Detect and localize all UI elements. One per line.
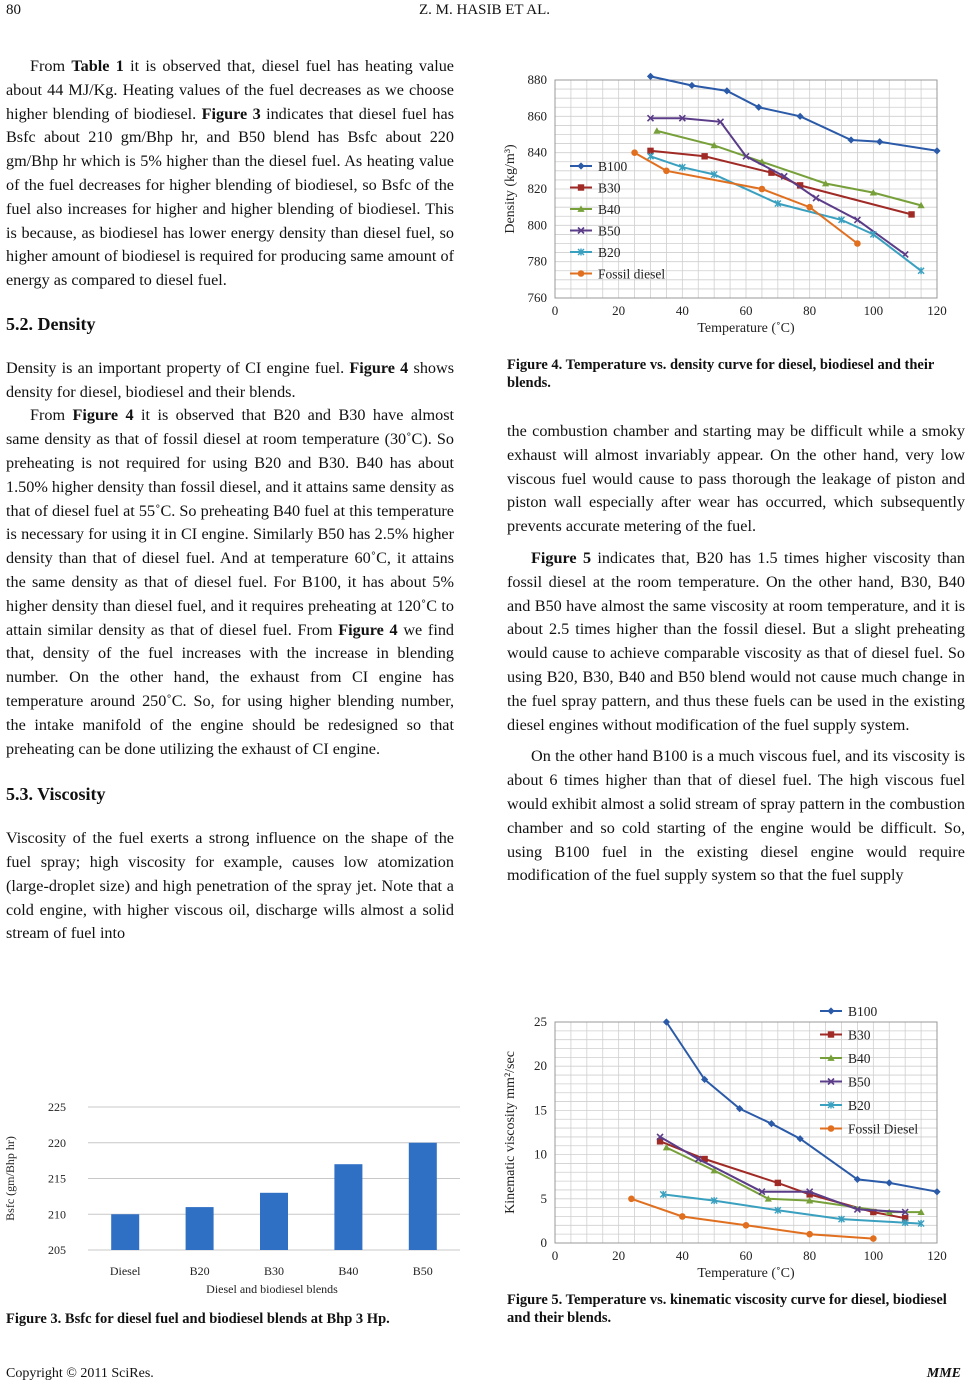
- figure-4-line-chart: [500, 60, 968, 350]
- y-tick-label: 225: [48, 1100, 66, 1114]
- x-tick-label: 60: [739, 303, 753, 318]
- legend: [820, 1004, 918, 1137]
- x-tick-label: B50: [412, 1264, 433, 1278]
- legend-marker: [578, 184, 584, 190]
- data-point: [806, 204, 813, 211]
- y-tick-label: 205: [48, 1243, 66, 1257]
- legend-marker: [828, 1125, 835, 1132]
- x-tick-label: B40: [338, 1264, 359, 1278]
- x-tick-label: 120: [927, 1248, 947, 1263]
- legend-label: B100: [598, 159, 628, 174]
- bar: [334, 1164, 362, 1250]
- y-tick-label: 5: [540, 1190, 547, 1206]
- figure-reference: Figure 4: [349, 358, 409, 377]
- data-point: [759, 186, 766, 193]
- data-point: [797, 113, 804, 120]
- legend-label: B30: [848, 1027, 871, 1043]
- legend-label: B100: [848, 1004, 878, 1019]
- y-axis-label: Bsfc (gm/Bhp hr): [3, 1136, 17, 1221]
- legend-label: B50: [598, 223, 621, 239]
- x-tick-label: 20: [612, 303, 626, 318]
- data-point: [870, 1235, 877, 1242]
- data-point: [806, 1231, 813, 1238]
- figure-reference: Table 1: [71, 57, 124, 75]
- legend-marker: [828, 1031, 834, 1037]
- x-tick-label: 120: [927, 303, 947, 318]
- data-point: [701, 153, 707, 159]
- legend-label: B20: [848, 1098, 871, 1113]
- y-tick-label: 220: [48, 1135, 66, 1150]
- data-point: [755, 104, 762, 111]
- series-line: [660, 1137, 905, 1212]
- x-tick-label: 100: [863, 303, 884, 318]
- legend-label: Fossil diesel: [598, 266, 666, 282]
- section-heading-viscosity: 5.3. Viscosity: [6, 784, 106, 805]
- y-axis-label: Density (kg/m³): [503, 144, 518, 234]
- paragraph-figure5-discussion: [507, 547, 965, 737]
- x-tick-label: B30: [263, 1264, 285, 1278]
- data-point: [743, 1222, 750, 1229]
- x-tick-label: 100: [863, 1248, 884, 1263]
- data-point: [628, 1196, 635, 1203]
- bar: [260, 1193, 288, 1250]
- data-point: [688, 82, 695, 89]
- x-tick-label: B20: [189, 1264, 210, 1278]
- bar: [186, 1207, 214, 1250]
- legend-marker: [827, 1007, 834, 1014]
- y-tick-label: 760: [527, 290, 547, 305]
- y-tick-label: 780: [527, 253, 547, 269]
- figure-3-caption: Figure 3. Bsfc for diesel fuel and biodiesel blends at Bhp 3 Hp.: [6, 1311, 390, 1327]
- legend-marker: [578, 270, 585, 277]
- figure-reference: Figure 3: [201, 104, 261, 123]
- paragraph-viscosity-intro: Viscosity of the fuel exerts a strong influence on the shape of the fuel spray; high viscosity for example, causes low atomization (large-droplet size) and high penetration of the spray jet. Note that a cold engine, with higher viscous oil, discharge wills almost a solid stream of fuel into: [6, 829, 454, 943]
- x-axis-label: Temperature (˚C): [697, 321, 795, 336]
- x-tick-label: 20: [612, 1248, 626, 1263]
- y-tick-label: 20: [534, 1058, 547, 1074]
- figure-5-caption: Figure 5. Temperature vs. kinematic viscosity curve for diesel, biodiesel and their blends.: [507, 1292, 947, 1326]
- legend-label: B40: [598, 202, 621, 217]
- paragraph-low-viscosity: the combustion chamber and starting may be difficult while a smoky exhaust will almost invariably appear. On the other hand, very low viscous fuel would cause to pass thorough the leakage of piston and piston wall especially after wear has occurred, which subsequently prevents accurate metering of the fuel.: [507, 422, 965, 536]
- legend-label: Fossil Diesel: [848, 1121, 919, 1137]
- figure-reference: Figure 4: [338, 620, 398, 639]
- page-number: 80: [6, 2, 21, 18]
- x-tick-label: 40: [675, 1248, 689, 1263]
- text-run: From: [30, 57, 72, 75]
- text-run: Density is an important property of CI engine fuel.: [6, 358, 350, 377]
- data-point: [933, 1188, 940, 1195]
- x-tick-label: 40: [675, 303, 689, 318]
- section-heading-density: 5.2. Density: [6, 313, 96, 334]
- legend-label: B50: [848, 1074, 871, 1090]
- running-head: Z. M. HASIB ET AL.: [419, 2, 550, 18]
- x-tick-label: 60: [739, 1248, 753, 1263]
- text-run: shows density for diesel, biodiesel and their blends.: [6, 358, 454, 401]
- figure-5-line-chart: [500, 1000, 968, 1290]
- y-tick-label: 820: [527, 181, 547, 196]
- y-tick-label: 25: [534, 1014, 547, 1029]
- left-column-top: [6, 55, 454, 946]
- legend-label: B30: [598, 180, 621, 196]
- data-point: [933, 147, 940, 154]
- data-point: [723, 87, 730, 94]
- figure-reference: Figure 5: [531, 548, 592, 567]
- y-tick-label: 880: [527, 72, 547, 87]
- data-point: [663, 168, 670, 175]
- text-run: we find that, density of the fuel increases with the increase in blending number. On the other hand, the exhaust from CI engine has temperature around 250˚C. So, for using higher blending number, the intake manifold of the engine should be redesigned so that preheating can be done utilizing the exhaust of CI engine.: [6, 620, 455, 758]
- paragraph-density-discussion: [6, 404, 454, 761]
- legend-label: B40: [848, 1051, 871, 1066]
- bar: [409, 1143, 437, 1250]
- text-run: it is observed that, diesel fuel has heating value about 44 MJ/Kg. Heating values of the fuel decreases as we choose higher blending of biodiesel.: [6, 57, 454, 123]
- x-tick-label: 80: [803, 1248, 817, 1263]
- legend-label: B20: [598, 245, 621, 260]
- paragraph-bsfc: [6, 55, 454, 293]
- figure-reference: Figure 4: [72, 406, 134, 425]
- y-tick-label: 800: [527, 217, 547, 233]
- legend: [570, 159, 665, 282]
- paragraph-density-intro: [6, 357, 454, 405]
- footer-journal: MME: [926, 1366, 961, 1381]
- paragraph-b100-viscosity: On the other hand B100 is a much viscous fuel, and its viscosity is about 6 times higher than that of diesel fuel. The high viscous fuel would exhibit almost a solid stream of spray pattern in the combustion chamber and so cold starting of the engine would be difficult. So, using B100 fuel in the existing diesel engine would require modification of the fuel supply system so that the fuel supply: [507, 747, 965, 885]
- y-tick-label: 860: [527, 108, 547, 124]
- data-point: [775, 1180, 781, 1186]
- data-point: [847, 136, 854, 143]
- y-tick-label: 10: [534, 1146, 547, 1162]
- text-run: it is observed that B20 and B30 have almost same density as that of fossil diesel at room temperature (30˚C). So preheating is not required for using B20 and B30. B40 has about 1.50% higher density than fossil diesel, and it attains same density as that of diesel fuel at 55˚C. So preheating B40 fuel at this temperature is necessary for using it in CI engine. Similarly B50 has 2.5% higher density than that of diesel fuel. And at temperature 60˚C, it attains the same density as that of diesel fuel. For B100, it has about 5% higher density than diesel fuel, and it requires preheating at 120˚C to attain similar density as that of diesel fuel. From: [6, 406, 455, 639]
- y-tick-label: 0: [540, 1235, 547, 1250]
- bar: [111, 1214, 139, 1250]
- y-tick-label: 215: [48, 1171, 66, 1186]
- x-tick-label: 0: [551, 1248, 559, 1263]
- x-tick-label: Diesel: [109, 1264, 141, 1278]
- data-point: [876, 138, 883, 145]
- data-point: [908, 211, 914, 217]
- x-axis-label: Temperature (˚C): [697, 1266, 795, 1281]
- y-tick-label: 210: [48, 1207, 66, 1222]
- y-tick-label: 15: [534, 1102, 547, 1118]
- data-point: [631, 149, 638, 156]
- text-run: From: [30, 406, 73, 425]
- text-run: indicates that, B20 has 1.5 times higher viscosity than fossil diesel at the room temperature. On the other hand, B30, B40 and B50 have almost the same viscosity at room temperature, and it is about 2.5 times higher than the fossil diesel. But a slight preheating would cause to achieve comparable viscosity as that of diesel fuel. So using B20, B30, B40 and B50 blend would not cause much change in the fuel spray pattern, and thus these fuels can be used in the existing diesel engines without modification of the fuel supply system.: [507, 548, 965, 734]
- footer-copyright: Copyright © 2011 SciRes.: [6, 1366, 154, 1381]
- legend-marker: [577, 162, 584, 169]
- figure-3-bar-chart: [0, 1095, 480, 1300]
- data-point: [647, 73, 654, 80]
- data-point: [679, 1213, 686, 1220]
- x-tick-label: 0: [551, 303, 559, 318]
- x-axis-label: Diesel and biodiesel blends: [206, 1282, 338, 1296]
- data-point: [886, 1179, 893, 1186]
- y-axis-label: Kinematic viscosity mm²/sec: [503, 1051, 518, 1214]
- x-tick-label: 80: [803, 303, 817, 318]
- data-point: [768, 1120, 775, 1127]
- data-point: [854, 240, 861, 247]
- text-run: indicates that diesel fuel has Bsfc about 210 gm/Bhp hr, and B50 blend has Bsfc about 220 gm/Bhp hr which is 5% higher than the diesel fuel. As heating value of the fuel decreases for higher blending of biodiesel, so Bsfc of the fuel also increases for higher and higher blending of biodiesel. This is because, as biodiesel has lower energy density than diesel fuel, so higher amount of biodiesel is required for producing same amount of energy as compared to diesel fuel.: [6, 104, 455, 290]
- figure-4-caption: Figure 4. Temperature vs. density curve for diesel, biodiesel and their blends.: [507, 357, 935, 391]
- series-line: [651, 156, 922, 270]
- y-tick-label: 840: [527, 144, 547, 160]
- right-column-text: [507, 420, 965, 888]
